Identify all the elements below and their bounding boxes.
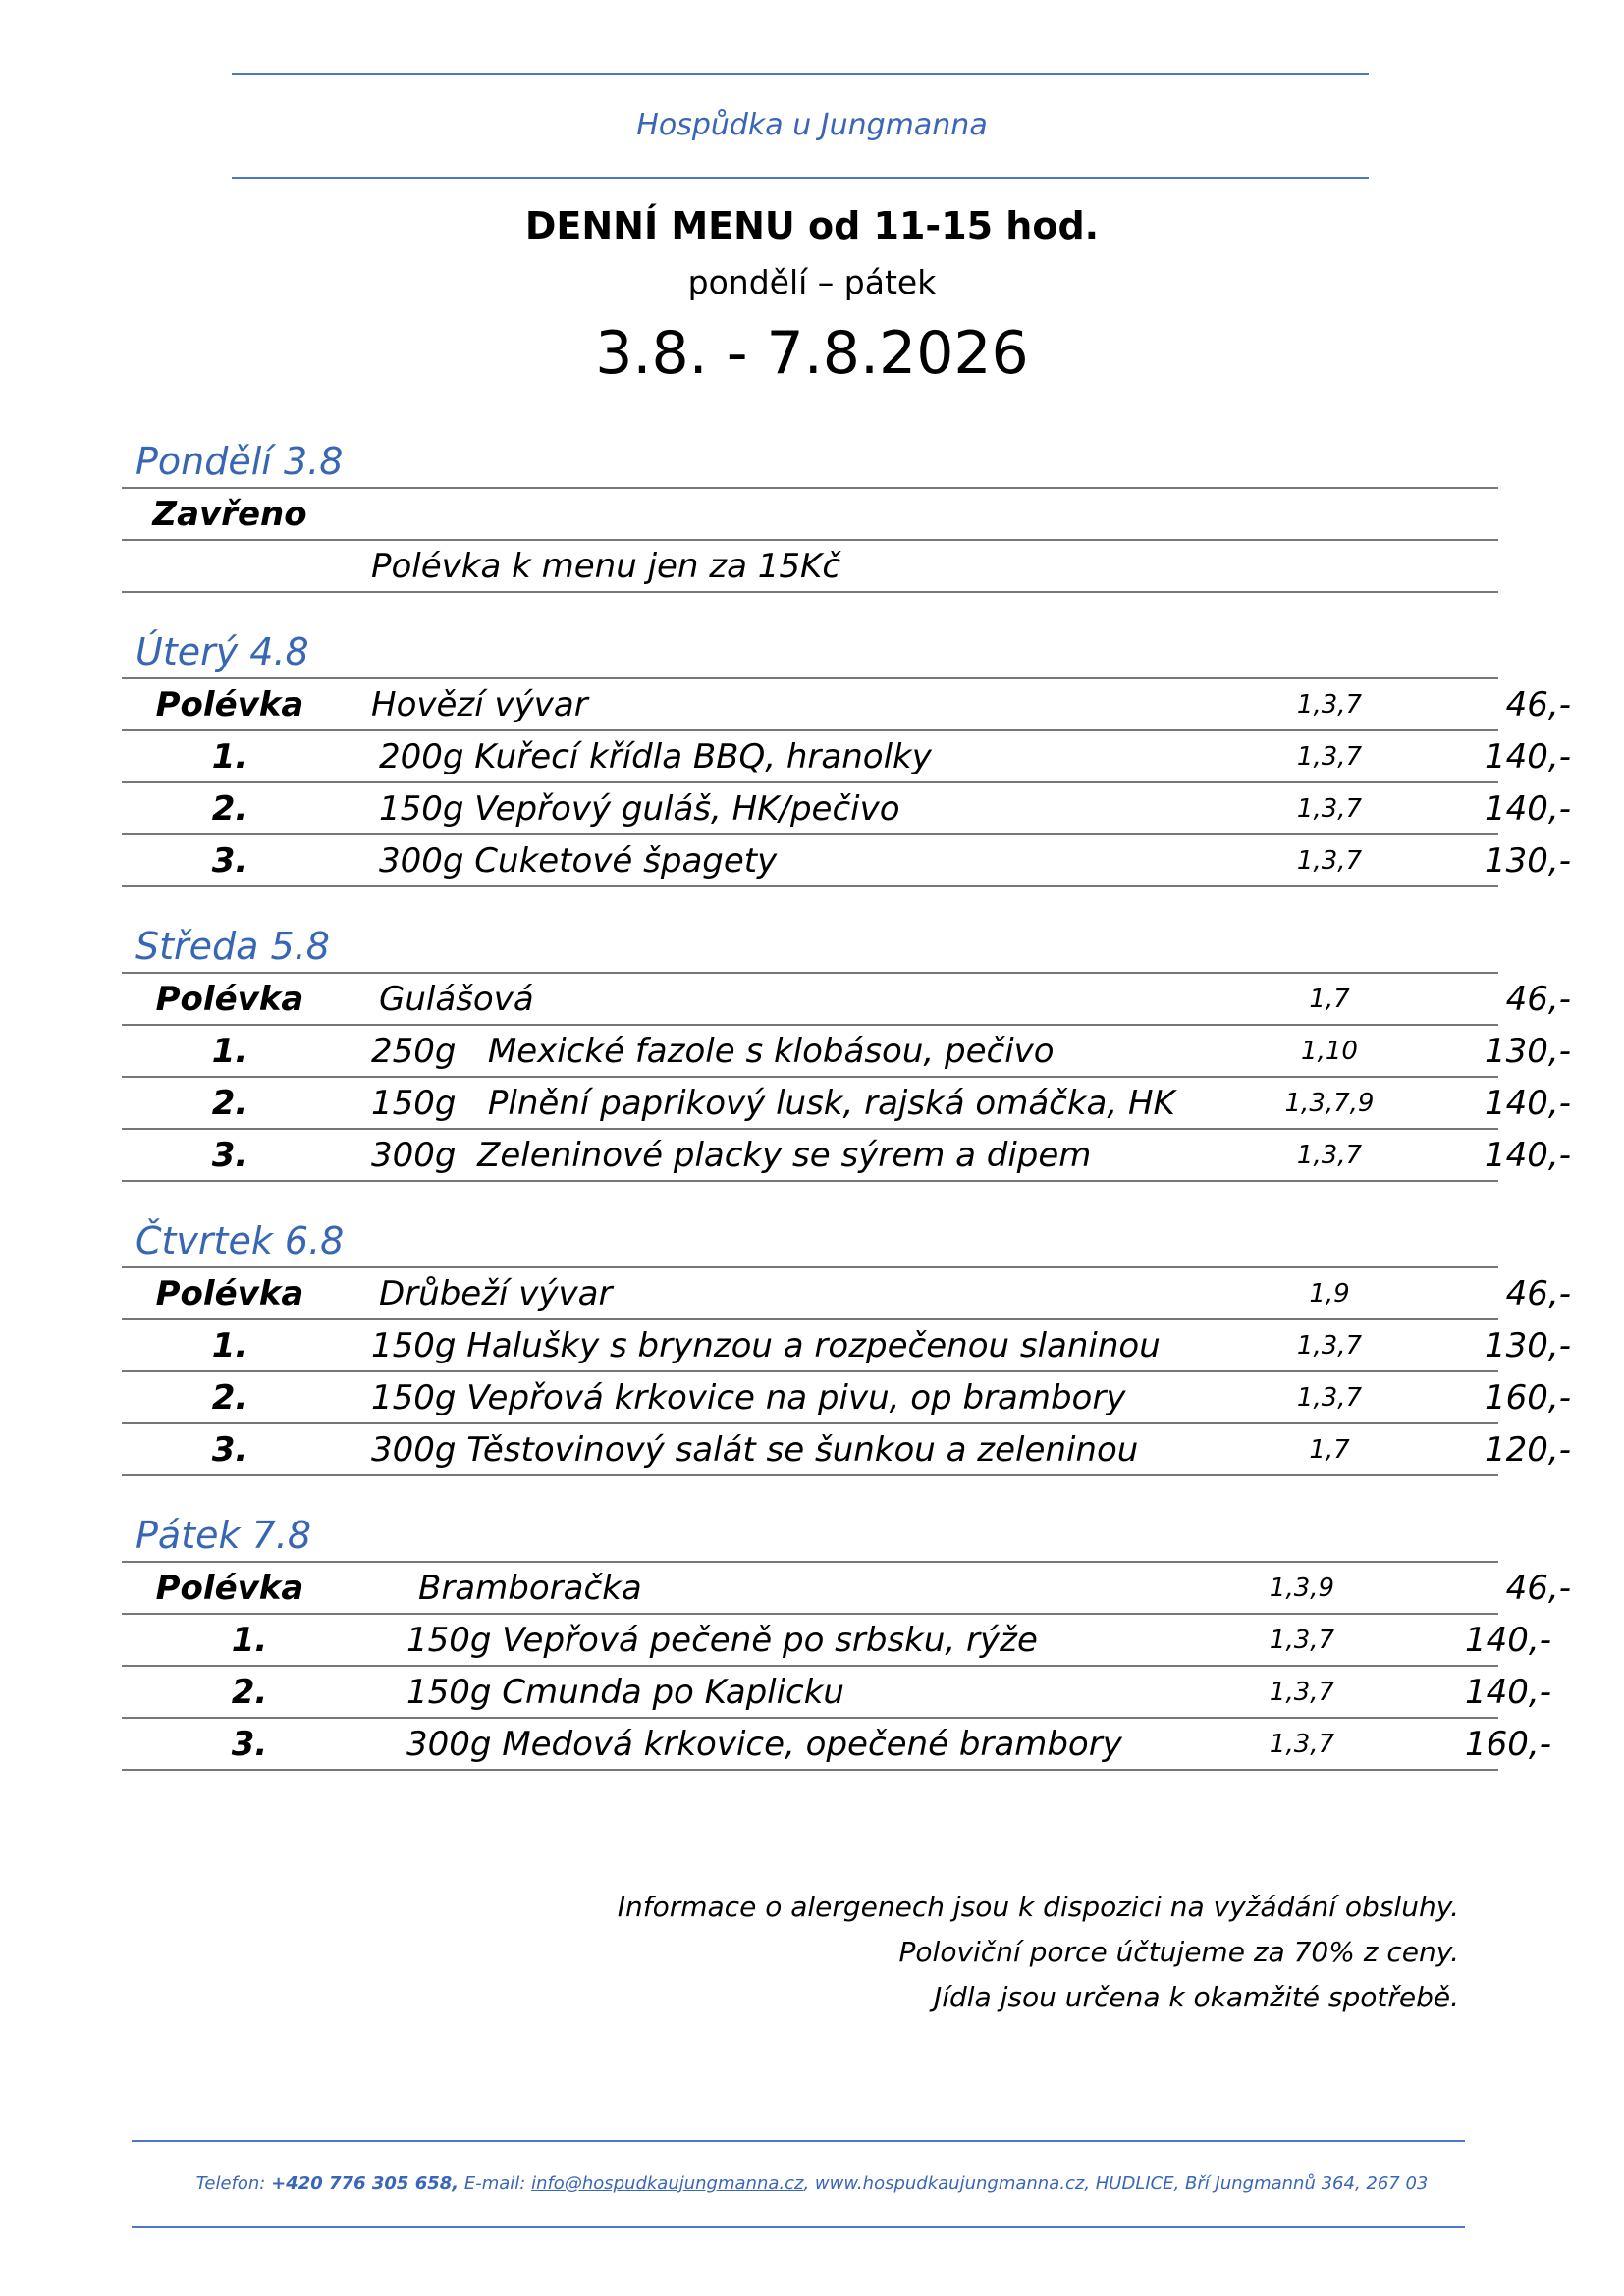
allergens: 1,3,7,9: [1284, 1089, 1375, 1118]
day-heading: Pátek 7.8: [122, 1510, 1498, 1563]
allergens: 1,3,7: [1269, 1678, 1335, 1707]
allergens: 1,3,7: [1296, 1141, 1363, 1170]
address: , HUDLICE, Bří Jungmannů 364, 267 03: [1084, 2173, 1429, 2194]
dish-name: 300g Zeleninové placky se sýrem a dipem: [371, 1136, 1092, 1175]
day-heading: Středa 5.8: [122, 921, 1498, 974]
page-title: DENNÍ MENU od 11-15 hod.: [524, 204, 1100, 247]
day-section-monday: [122, 436, 1498, 593]
day-section-tuesday: [122, 626, 1571, 887]
row-label: 3.: [231, 1725, 268, 1764]
allergens: 1,10: [1301, 1037, 1358, 1066]
dish-name: 300g Cuketové špagety: [379, 841, 778, 881]
row-label: Polévka: [155, 1274, 304, 1313]
allergens: 1,3,7: [1269, 1626, 1335, 1655]
menu-row: [122, 835, 1571, 887]
date-range: 3.8. - 7.8.2026: [595, 319, 1029, 388]
dish-name: 300g Těstovinový salát se šunkou a zeleninou: [371, 1430, 1139, 1469]
menu-row: [122, 1026, 1571, 1078]
row-label: 3.: [211, 1430, 248, 1469]
price: 140,-: [1485, 1136, 1571, 1175]
restaurant-name: Hospůdka u Jungmanna: [636, 108, 988, 142]
footer-top-rule: [132, 2140, 1465, 2142]
price: 130,-: [1485, 1326, 1571, 1365]
price: 130,-: [1485, 841, 1571, 881]
allergens: 1,3,7: [1296, 1383, 1363, 1413]
row-label: 2.: [211, 1378, 248, 1417]
allergens: 1,9: [1309, 1279, 1350, 1308]
price: 46,-: [1505, 1569, 1571, 1608]
allergens: 1,7: [1309, 985, 1350, 1014]
allergens: 1,3,7: [1296, 846, 1363, 876]
menu-row: [122, 1719, 1551, 1771]
header-top-rule: [232, 73, 1369, 75]
day-section-wednesday: [122, 921, 1571, 1182]
price: 130,-: [1485, 1032, 1571, 1071]
row-label: Zavřeno: [152, 495, 307, 534]
menu-row: [122, 1615, 1551, 1667]
menu-row: [122, 489, 1498, 541]
half-portion-note: Poloviční porce účtujeme za 70% z ceny.: [898, 1936, 1459, 1968]
price: 160,-: [1485, 1378, 1571, 1417]
menu-row: [122, 1667, 1551, 1719]
row-label: 2.: [211, 789, 248, 828]
menu-row: [122, 1424, 1571, 1476]
dish-name: Drůbeží vývar: [379, 1274, 613, 1313]
allergen-note: Informace o alergenech jsou k dispozici na vyžádání obsluhy.: [617, 1891, 1459, 1923]
menu-row: [122, 731, 1571, 783]
price: 46,-: [1505, 685, 1571, 724]
dish-name: 150g Cmunda po Kaplicku: [406, 1673, 844, 1712]
price: 140,-: [1485, 1084, 1571, 1123]
allergens: 1,3,7: [1269, 1730, 1335, 1759]
dish-name: 150g Vepřová krkovice na pivu, op brambory: [371, 1378, 1126, 1417]
day-section-friday: [122, 1510, 1571, 1771]
allergens: 1,3,7: [1296, 742, 1363, 772]
allergens: 1,3,9: [1269, 1574, 1335, 1603]
header-bottom-rule: [232, 177, 1369, 179]
row-label: 1.: [211, 737, 248, 776]
price: 140,-: [1485, 789, 1571, 828]
dish-name: Gulášová: [379, 980, 534, 1019]
allergens: 1,3,7: [1296, 794, 1363, 824]
row-label: 1.: [231, 1621, 268, 1660]
phone-number: +420 776 305 658,: [271, 2173, 460, 2194]
menu-row: [122, 1268, 1571, 1320]
menu-row: [122, 1130, 1571, 1182]
dish-name: 250g Mexické fazole s klobásou, pečivo: [371, 1032, 1055, 1071]
price: 160,-: [1465, 1725, 1551, 1764]
dish-name: 150g Vepřový guláš, HK/pečivo: [379, 789, 900, 828]
menu-row: [122, 679, 1571, 731]
row-label: Polévka: [155, 685, 304, 724]
email-link[interactable]: info@hospudkaujungmanna.cz: [531, 2173, 804, 2194]
price: 46,-: [1505, 1274, 1571, 1313]
menu-row: [122, 1078, 1571, 1130]
menu-row: [122, 783, 1571, 835]
day-heading: Úterý 4.8: [122, 626, 1498, 679]
day-heading: Čtvrtek 6.8: [122, 1215, 1498, 1268]
menu-row: [122, 1563, 1571, 1615]
menu-row: [122, 974, 1571, 1026]
row-label: Polévka: [155, 980, 304, 1019]
row-label: Polévka: [155, 1569, 304, 1608]
page-subtitle: pondělí – pátek: [687, 263, 937, 301]
dish-name: 150g Plnění paprikový lusk, rajská omáčka, HK: [371, 1084, 1175, 1123]
dish-name: 300g Medová krkovice, opečené brambory: [406, 1725, 1122, 1764]
row-label: 2.: [231, 1673, 268, 1712]
row-label: 3.: [211, 841, 248, 881]
dish-name: Bramboračka: [418, 1569, 642, 1608]
row-label: 2.: [211, 1084, 248, 1123]
footer-bottom-rule: [132, 2226, 1465, 2228]
price: 140,-: [1465, 1673, 1551, 1712]
day-section-thursday: [122, 1215, 1571, 1476]
menu-row: [122, 1372, 1571, 1424]
contact-line: [0, 2173, 1624, 2194]
allergens: 1,3,7: [1296, 690, 1363, 720]
price: 140,-: [1485, 737, 1571, 776]
web-link[interactable]: www.hospudkaujungmanna.cz: [814, 2173, 1085, 2194]
row-label: 1.: [211, 1326, 248, 1365]
price: 140,-: [1465, 1621, 1551, 1660]
separator: ,: [803, 2173, 815, 2194]
allergens: 1,3,7: [1296, 1331, 1363, 1361]
phone-label: Telefon:: [195, 2173, 272, 2194]
dish-name: Hovězí vývar: [371, 685, 588, 724]
day-heading: Pondělí 3.8: [122, 436, 1498, 489]
price: 46,-: [1505, 980, 1571, 1019]
consumption-note: Jídla jsou určena k okamžité spotřebě.: [933, 1981, 1459, 2013]
dish-name: 150g Halušky s brynzou a rozpečenou slaninou: [371, 1326, 1161, 1365]
footer-notes: [618, 1885, 1459, 2020]
menu-row: [122, 541, 1498, 593]
allergens: 1,7: [1309, 1435, 1350, 1465]
menu-row: [122, 1320, 1571, 1372]
dish-name: 150g Vepřová pečeně po srbsku, rýže: [406, 1621, 1038, 1660]
row-label: 1.: [211, 1032, 248, 1071]
dish-name: 200g Kuřecí křídla BBQ, hranolky: [379, 737, 932, 776]
dish-name: Polévka k menu jen za 15Kč: [371, 547, 841, 586]
email-label: E-mail:: [459, 2173, 532, 2194]
price: 120,-: [1485, 1430, 1571, 1469]
row-label: 3.: [211, 1136, 248, 1175]
